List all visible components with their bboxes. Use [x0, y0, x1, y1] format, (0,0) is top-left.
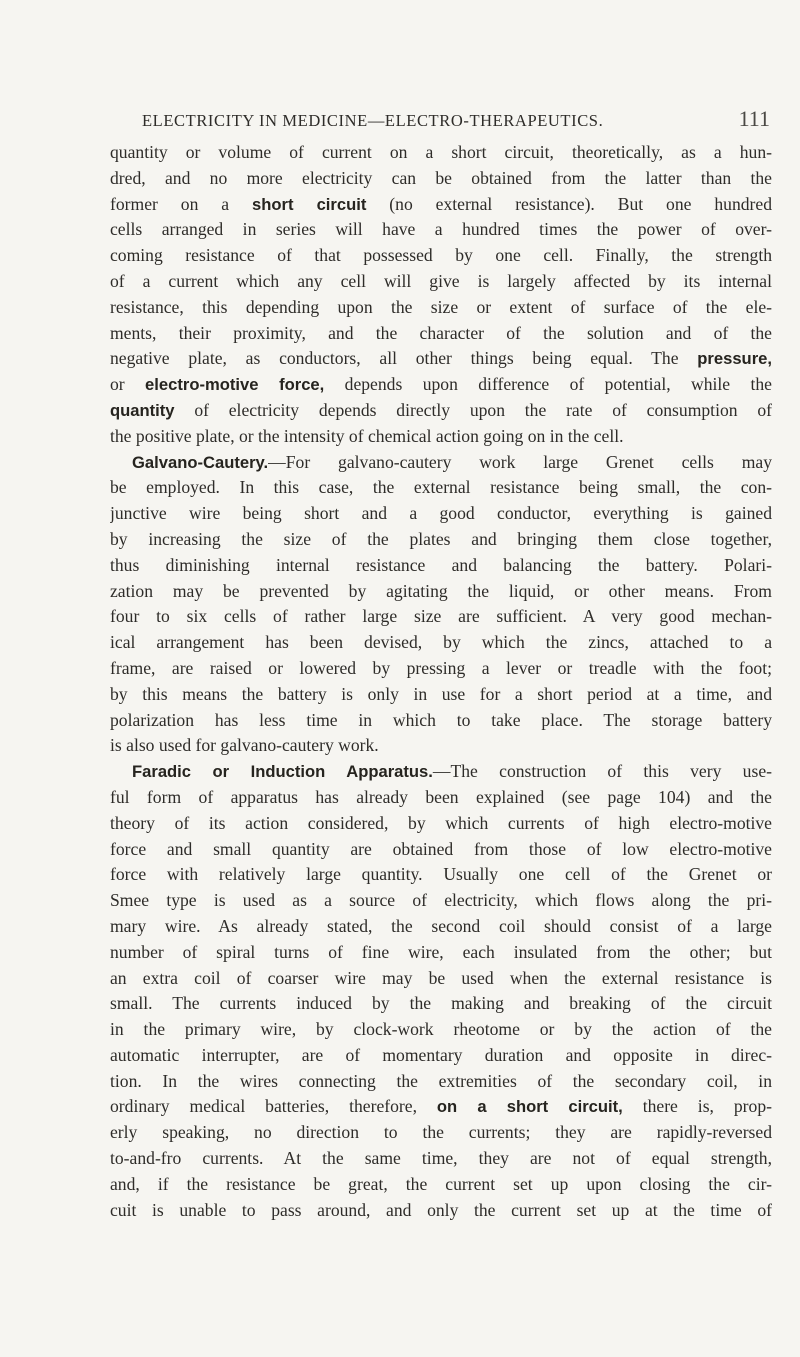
text-run: mary wire. As already stated, the second coil should consist of a large [110, 915, 772, 936]
text-line [110, 243, 772, 269]
text-run: is also used for galvano-cautery work. [110, 735, 379, 756]
text-run: of a current which any cell will give is largely affected by its internal [110, 270, 772, 291]
text-line [110, 553, 772, 579]
text-line [110, 604, 772, 630]
text-line [110, 140, 772, 166]
text-run: by this means the battery is only in use for a short period at a time, and [110, 683, 772, 704]
text-line [110, 1043, 772, 1069]
bold-term: on a short circuit, [436, 1097, 623, 1117]
text-run: an extra coil of coarser wire may be used when the external resistance is [110, 967, 772, 988]
text-run: erly speaking, no direction to the currents; they are rapidly-reversed [110, 1122, 772, 1143]
text-run: the positive plate, or the intensity of chemical action going on in the cell. [110, 425, 624, 446]
text-line [110, 682, 772, 708]
running-head [142, 106, 772, 141]
text-line [110, 166, 772, 192]
text-line [110, 888, 772, 914]
text-run: of electricity depends directly upon the rate of consumption of [174, 399, 772, 420]
text-run: coming resistance of that possessed by one cell. Finally, the strength [110, 245, 772, 266]
text-run: be employed. In this case, the external resistance being small, the con- [110, 477, 772, 498]
text-run: ful form of apparatus has already been explained (see page 104) and the [110, 786, 772, 807]
text-line [110, 1146, 772, 1172]
page-number: 111 [738, 106, 770, 131]
bold-term: Galvano-Cautery. [132, 452, 269, 472]
text-run: by increasing the size of the plates and bringing them close together, [110, 528, 772, 549]
text-line [110, 424, 772, 450]
text-run: or [110, 374, 146, 395]
text-run: depends upon difference of potential, while the [324, 374, 772, 395]
text-run: force and small quantity are obtained from those of low electro-motive [110, 838, 772, 859]
text-line [110, 321, 772, 347]
text-line [110, 475, 772, 501]
text-run: negative plate, as conductors, all other things being equal. The [110, 348, 698, 369]
text-run: thus diminishing internal resistance and balancing the battery. Polari- [110, 554, 772, 575]
text-run: automatic interrupter, are of momentary duration and opposite in direc- [110, 1044, 772, 1065]
text-run: ical arrangement has been devised, by which the zincs, attached to a [110, 632, 772, 653]
text-line [110, 501, 772, 527]
text-run: tion. In the wires connecting the extremities of the secondary coil, in [110, 1070, 772, 1091]
text-line [110, 1017, 772, 1043]
text-line [110, 914, 772, 940]
text-run: (no external resistance). But one hundred [366, 193, 772, 214]
text-line [110, 1198, 772, 1224]
text-run: quantity or volume of current on a short circuit, theoretically, as a hun- [110, 142, 772, 162]
text-run: small. The currents induced by the making and breaking of the circuit [110, 993, 772, 1014]
text-run: there is, prop- [622, 1096, 772, 1117]
text-line [110, 372, 772, 398]
text-line [110, 1120, 772, 1146]
text-line [110, 630, 772, 656]
text-line [110, 991, 772, 1017]
text-line [110, 346, 772, 372]
text-run: ments, their proximity, and the character of the solution and of the [110, 322, 772, 343]
text-run: frame, are raised or lowered by pressing a lever or treadle with the foot; [110, 657, 772, 678]
text-run: cells arranged in series will have a hundred times the power of over- [110, 219, 772, 240]
text-line [110, 527, 772, 553]
text-line [110, 269, 772, 295]
text-run: and, if the resistance be great, the current set up upon closing the cir- [110, 1173, 772, 1194]
body-text [110, 140, 772, 1223]
running-title: ELECTRICITY IN MEDICINE—ELECTRO-THERAPEUTICS. [142, 111, 604, 130]
text-line [110, 940, 772, 966]
text-run: resistance, this depending upon the size or extent of surface of the ele- [110, 296, 772, 317]
text-line [110, 579, 772, 605]
text-run: dred, and no more electricity can be obtained from the latter than the [110, 167, 772, 188]
text-line [110, 1172, 772, 1198]
text-line [110, 708, 772, 734]
text-run: theory of its action considered, by which currents of high electro-motive [110, 812, 772, 833]
text-run: —For galvano-cautery work large Grenet cells may [268, 451, 772, 472]
text-line [110, 837, 772, 863]
text-run: junctive wire being short and a good conductor, everything is gained [110, 503, 772, 524]
text-line [110, 811, 772, 837]
text-line [110, 1094, 772, 1120]
bold-term: electro-motive force, [145, 375, 325, 395]
text-line [110, 966, 772, 992]
bold-term: short circuit [251, 194, 367, 214]
text-run: cuit is unable to pass around, and only the current set up at the time of [110, 1199, 772, 1220]
text-run: in the primary wire, by clock-work rheotome or by the action of the [110, 1019, 772, 1040]
text-run: —The construction of this very use- [432, 761, 772, 782]
bold-term: Faradic or Induction Apparatus. [132, 762, 433, 782]
text-run: Smee type is used as a source of electricity, which flows along the pri- [110, 890, 772, 911]
bold-term: quantity [110, 400, 175, 420]
text-line [110, 217, 772, 243]
paragraph-start-line [110, 759, 772, 785]
text-run: force with relatively large quantity. Usually one cell of the Grenet or [110, 864, 772, 885]
text-run: to-and-fro currents. At the same time, they are not of equal strength, [110, 1148, 772, 1169]
text-line [110, 733, 772, 759]
text-run: four to six cells of rather large size are sufficient. A very good mechan- [110, 606, 772, 627]
text-run: ordinary medical batteries, therefore, [110, 1096, 437, 1117]
text-run: zation may be prevented by agitating the liquid, or other means. From [110, 580, 772, 601]
bold-term: pressure, [697, 349, 772, 369]
text-run: former on a [110, 193, 252, 214]
text-line [110, 785, 772, 811]
text-run: number of spiral turns of fine wire, each insulated from the other; but [110, 941, 772, 962]
text-line [110, 398, 772, 424]
text-line [110, 1069, 772, 1095]
text-line [110, 656, 772, 682]
text-line [110, 295, 772, 321]
text-run: polarization has less time in which to take place. The storage battery [110, 709, 772, 730]
paragraph-start-line [110, 450, 772, 476]
text-line [110, 192, 772, 218]
text-line [110, 862, 772, 888]
